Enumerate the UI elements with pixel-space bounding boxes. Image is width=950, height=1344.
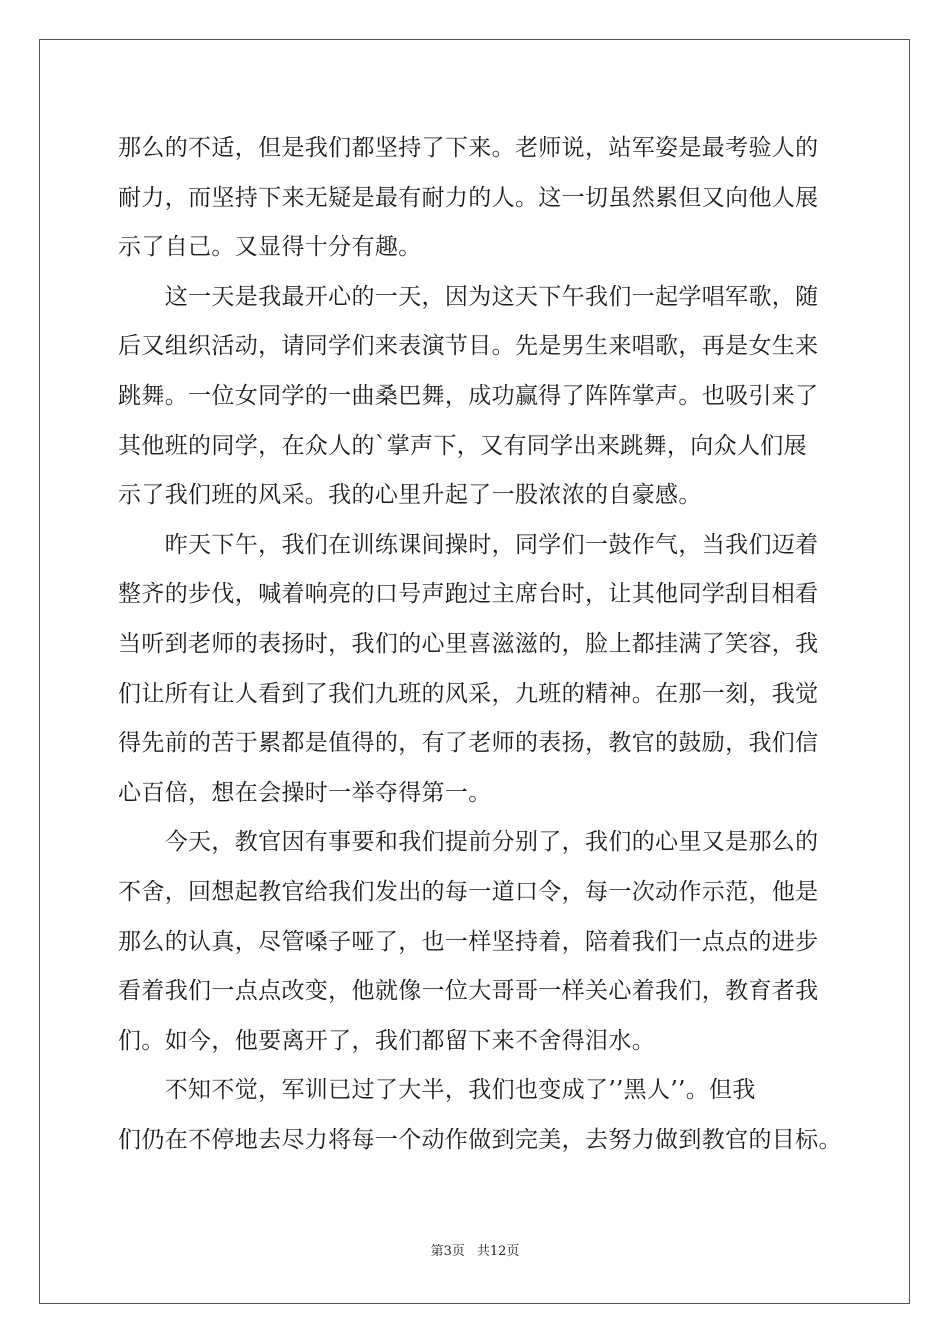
- text-line: 那么的不适，但是我们都坚持了下来。老师说，站军姿是最考验人的: [118, 135, 819, 161]
- page-number: 第3页: [430, 1244, 465, 1259]
- text-line: 其他班的同学，在众人的`掌声下，又有同学出来跳舞，向众人们展: [118, 432, 807, 459]
- text-line: 们让所有让人看到了我们九班的风采，九班的精神。在那一刻，我觉: [118, 680, 819, 707]
- text-line: 当听到老师的表扬时，我们的心里喜滋滋的，脸上都挂满了笑容，我: [118, 630, 819, 657]
- text-line: 耐力，而坚持下来无疑是最有耐力的人。这一切虽然累但又向他人展: [118, 184, 819, 211]
- document-body: [118, 124, 848, 1165]
- page-footer: [0, 1240, 950, 1259]
- text-line: 看着我们一点点改变，他就像一位大哥哥一样关心着我们，教育者我: [118, 978, 819, 1005]
- text-line: 们。如今，他要离开了，我们都留下来不舍得泪水。: [118, 1027, 656, 1054]
- text-line: 示了自己。又显得十分有趣。: [118, 234, 422, 261]
- text-line: 得先前的苦于累都是值得的，有了老师的表扬，教官的鼓励，我们信: [118, 730, 819, 757]
- text-line: 跳舞。一位女同学的一曲桑巴舞，成功赢得了阵阵掌声。也吸引来了: [118, 382, 819, 409]
- text-line: 这一天是我最开心的一天，因为这天下午我们一起学唱军歌，随: [118, 283, 819, 310]
- text-line: 不知不觉，军训已过了大半，我们也变成了’’黑人’’。但我: [118, 1077, 756, 1104]
- page-total: 共12页: [476, 1244, 520, 1259]
- text-line: 们仍在不停地去尽力将每一个动作做到完美，去努力做到教官的目标。: [118, 1126, 842, 1153]
- text-line: 示了我们班的风采。我的心里升起了一股浓浓的自豪感。: [118, 482, 702, 509]
- text-line: 那么的认真，尽管嗓子哑了，也一样坚持着，陪着我们一点点的进步: [118, 928, 819, 955]
- text-line: 今天，教官因有事要和我们提前分别了，我们的心里又是那么的: [118, 829, 819, 856]
- text-line: 心百倍，想在会操时一举夺得第一。: [118, 779, 492, 806]
- text-line: 后又组织活动，请同学们来表演节目。先是男生来唱歌，再是女生来: [118, 333, 819, 360]
- text-line: 整齐的步伐，喊着响亮的口号声跑过主席台时，让其他同学刮目相看: [118, 581, 819, 608]
- text-line: 昨天下午，我们在训练课间操时，同学们一鼓作气，当我们迈着: [118, 531, 819, 558]
- text-line: 不舍，回想起教官给我们发出的每一道口令，每一次动作示范，他是: [118, 878, 819, 905]
